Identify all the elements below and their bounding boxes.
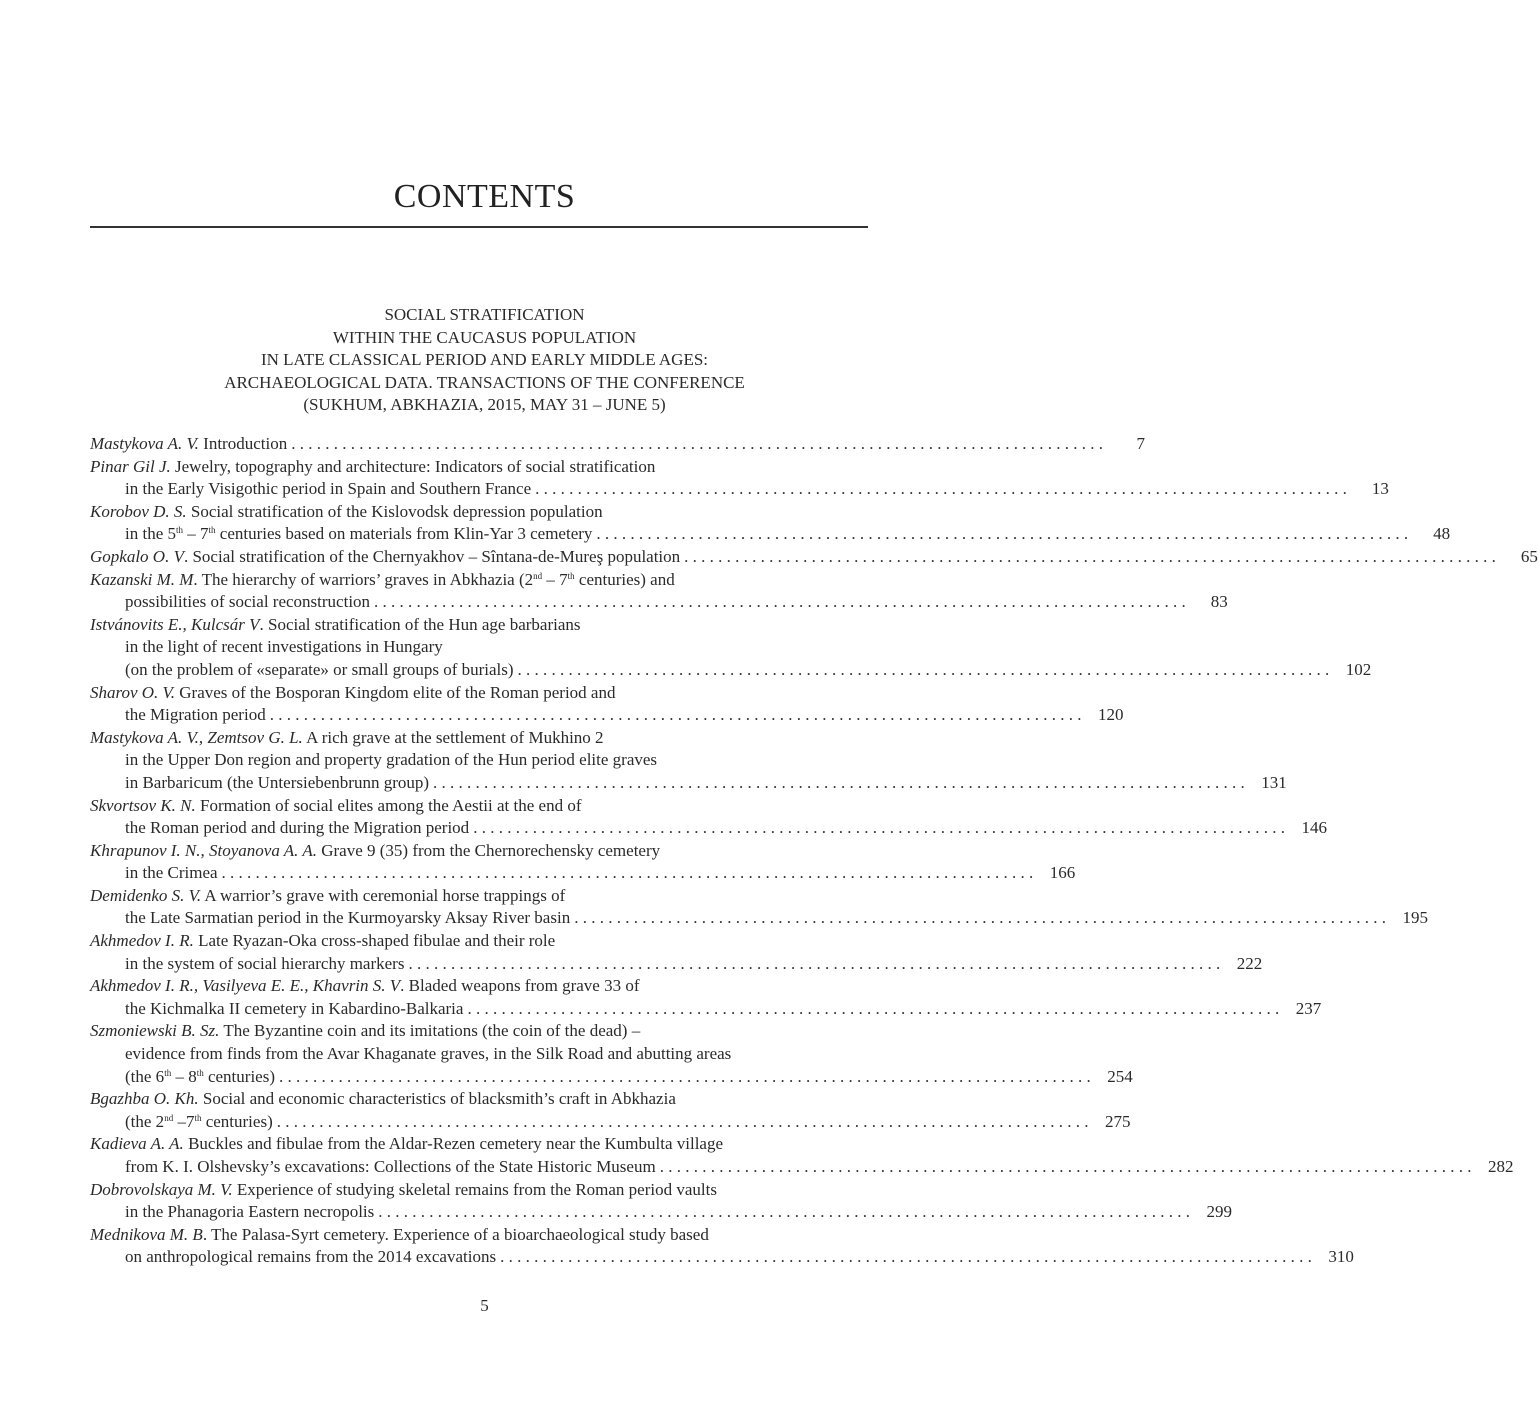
toc-title-text: A rich grave at the settlement of Mukhino 2: [302, 727, 604, 747]
toc-leader-dots: [222, 862, 1034, 885]
toc-leader-dots: [374, 591, 1186, 614]
toc-line: [90, 930, 868, 953]
toc-title-text: possibilities of social reconstruction: [125, 592, 371, 612]
toc-page-number: 120: [1097, 705, 1124, 725]
toc-page-number: 48: [1433, 524, 1451, 544]
section-heading: [0, 304, 969, 417]
toc-line-text: [90, 1133, 723, 1156]
toc-leader-dots: [574, 907, 1386, 930]
toc-line-text: [125, 749, 657, 772]
toc-line-text: [90, 975, 640, 998]
toc-title-text: the Migration period: [125, 705, 266, 725]
toc-line-text: [90, 433, 287, 456]
toc-line-text: [125, 998, 463, 1021]
toc-title-text: from K. I. Olshevsky’s excavations: Collections of the State Historic Museum: [125, 1157, 656, 1176]
toc-line-text: [125, 523, 592, 546]
toc-author: Szmoniewski B. Sz.: [90, 1021, 220, 1041]
toc-line: [90, 1111, 1131, 1134]
toc-page-number: 275: [1104, 1111, 1131, 1131]
toc-line: [90, 704, 1124, 727]
toc-line-text: [125, 907, 570, 930]
toc-line-text: [125, 704, 266, 727]
toc-title-text: evidence from finds from the Avar Khaganate graves, in the Silk Road and abutting areas: [125, 1044, 732, 1064]
toc-title-text: in Barbaricum (the Untersiebenbrunn group): [125, 772, 430, 792]
toc-author: Demidenko S. V.: [90, 885, 202, 905]
toc-leader-dots: [535, 478, 1347, 501]
title-rule: [90, 226, 868, 228]
toc-line: [90, 659, 1372, 682]
toc-line: [90, 817, 1327, 840]
toc-page-number: 7: [1136, 434, 1145, 453]
toc-line: [90, 433, 1145, 456]
toc-line: [90, 862, 1076, 885]
toc-leader-dots: [596, 523, 1408, 546]
toc-entry: [90, 885, 1428, 930]
toc-line-text: [90, 546, 680, 569]
toc-title-text: Formation of social elites among the Aestii at the end of: [195, 795, 582, 815]
toc-leader-dots: [500, 1246, 1312, 1269]
toc-leader-dots: [291, 433, 1103, 456]
toc-line-text: [125, 1156, 656, 1179]
toc-author: Akhmedov I. R.: [90, 931, 194, 951]
toc-leader-dots: [270, 704, 1082, 727]
toc-entry: [90, 727, 1287, 795]
toc-line: [90, 1066, 1133, 1089]
toc-title-text: . The hierarchy of warriors’ graves in Abkhazia (2nd – 7th centuries) and: [193, 569, 675, 589]
toc-line-text: [125, 817, 469, 840]
toc-line-text: [90, 727, 604, 750]
toc-author: Pinar Gil J.: [90, 456, 171, 476]
toc-title-text: Graves of the Bosporan Kingdom elite of the Roman period and: [175, 682, 616, 702]
toc-entry: [90, 840, 1076, 885]
toc-page-number: 237: [1295, 998, 1322, 1018]
toc-title-text: in the Phanagoria Eastern necropolis: [125, 1202, 375, 1222]
toc-author: Dobrovolskaya M. V.: [90, 1179, 233, 1199]
toc-title-text: . Bladed weapons from grave 33 of: [400, 976, 640, 996]
toc-page-number: 282: [1487, 1157, 1514, 1176]
toc-leader-dots: [660, 1156, 1472, 1179]
toc-line: [90, 953, 1263, 976]
toc-line-text: [125, 1111, 273, 1134]
toc-line: [90, 1201, 1233, 1224]
toc-entry: [90, 1020, 1133, 1088]
toc-line: [90, 569, 868, 592]
toc-title-text: Buckles and fibulae from the Aldar-Rezen cemetery near the Kumbulta village: [183, 1134, 724, 1154]
toc-line-text: [90, 1224, 709, 1247]
toc-line: [90, 998, 1322, 1021]
toc-leader-dots: [467, 998, 1279, 1021]
toc-author: Khrapunov I. N., Stoyanova A. A.: [90, 840, 317, 860]
toc-line: [90, 907, 1428, 930]
toc-title-text: in the 5th – 7th centuries based on materials from Klin-Yar 3 cemetery: [125, 524, 593, 544]
toc-entry: [90, 1133, 1514, 1178]
toc-entry: [90, 569, 1228, 614]
toc-line: [90, 885, 868, 908]
toc-title-text: in the Upper Don region and property gradation of the Hun period elite graves: [125, 750, 658, 770]
toc-author: Mastykova A. V., Zemtsov G. L.: [90, 727, 303, 747]
toc-entry: [90, 614, 1372, 682]
toc-entry: [90, 1224, 1354, 1269]
toc-leader-dots: [518, 659, 1330, 682]
section-heading-line: ARCHAEOLOGICAL DATA. TRANSACTIONS OF THE CONFERENCE: [224, 372, 745, 392]
section-heading-line: (SUKHUM, ABKHAZIA, 2015, MAY 31 – JUNE 5): [303, 395, 666, 415]
toc-line-text: [125, 478, 531, 501]
toc-line-text: [125, 953, 404, 976]
toc-line: [90, 682, 868, 705]
toc-line-text: [90, 614, 581, 637]
toc-title-text: on anthropological remains from the 2014 excavations: [125, 1247, 497, 1267]
toc-line: [90, 975, 868, 998]
toc-title-text: Experience of studying skeletal remains from the Roman period vaults: [232, 1179, 717, 1199]
toc-entry: [90, 1179, 1233, 1224]
toc-page-number: 102: [1345, 659, 1372, 679]
toc-title-text: Late Ryazan-Oka cross-shaped fibulae and their role: [193, 931, 556, 951]
toc-line: [90, 1179, 868, 1202]
toc-line-text: [90, 930, 555, 953]
toc-entry: [90, 682, 1124, 727]
toc-line-text: [125, 772, 429, 795]
toc-line-text: [125, 659, 514, 682]
toc-page-number: 65: [1520, 546, 1538, 566]
toc-line: [90, 749, 868, 772]
toc-line: [90, 546, 1538, 569]
toc-line: [90, 591, 1228, 614]
toc-author: Mastykova A. V.: [90, 434, 199, 453]
toc-title-text: the Late Sarmatian period in the Kurmoyarsky Aksay River basin: [125, 908, 571, 928]
toc-entry: [90, 795, 1327, 840]
toc-leader-dots: [279, 1066, 1091, 1089]
toc-entry: [90, 975, 1322, 1020]
toc-line-text: [90, 569, 675, 592]
toc-title-text: Jewelry, topography and architecture: Indicators of social stratification: [170, 456, 656, 476]
toc-title-text: in the system of social hierarchy markers: [125, 953, 405, 973]
toc-title-text: . Social stratification of the Chernyakhov – Sîntana-de-Mureş population: [183, 546, 681, 566]
toc-title-text: (the 6th – 8th centuries): [125, 1066, 275, 1086]
toc-author: Sharov O. V.: [90, 682, 175, 702]
toc-line-text: [90, 885, 565, 908]
toc-entry: [90, 930, 1263, 975]
toc-page-number: 83: [1210, 592, 1228, 612]
toc-page-number: 131: [1261, 772, 1287, 792]
toc-line-text: [90, 840, 660, 863]
toc-page-number: 222: [1236, 953, 1263, 973]
toc-title-text: The Byzantine coin and its imitations (the coin of the dead) –: [219, 1021, 641, 1041]
toc-leader-dots: [433, 772, 1245, 795]
toc-title-text: the Roman period and during the Migration period: [125, 818, 470, 838]
toc-title-text: in the light of recent investigations in Hungary: [125, 637, 443, 657]
toc-title-text: (on the problem of «separate» or small groups of burials): [125, 659, 514, 679]
toc-entry: [90, 546, 1538, 569]
toc-title-text: in the Early Visigothic period in Spain and Southern France: [125, 479, 532, 499]
toc-title-text: the Kichmalka II cemetery in Kabardino-Balkaria: [125, 998, 464, 1018]
toc-line-text: [125, 1066, 275, 1089]
toc-leader-dots: [684, 546, 1496, 569]
toc-line-text: [125, 636, 443, 659]
toc-line-text: [125, 862, 218, 885]
toc-entry: [90, 1088, 1131, 1133]
section-heading-line: WITHIN THE CAUCASUS POPULATION: [332, 327, 637, 347]
toc-line-text: [90, 795, 582, 818]
toc-entry: [90, 501, 1451, 546]
toc-line: [90, 478, 1389, 501]
page-number: 5: [480, 1296, 489, 1315]
section-heading-line: SOCIAL STRATIFICATION: [384, 305, 585, 324]
toc-line: [90, 501, 868, 524]
toc-line: [90, 1246, 1354, 1269]
toc-line: [90, 840, 868, 863]
toc-author: Korobov D. S.: [90, 501, 187, 521]
toc-leader-dots: [277, 1111, 1089, 1134]
toc-line: [90, 1224, 868, 1247]
toc-line-text: [125, 591, 370, 614]
toc-line-text: [125, 1246, 496, 1269]
toc-line: [90, 1088, 868, 1111]
toc-author: Kadieva A. A.: [90, 1134, 184, 1154]
toc-page-number: 195: [1402, 908, 1428, 928]
toc-author: Skvortsov K. N.: [90, 795, 196, 815]
toc-line: [90, 1020, 868, 1043]
toc-title-text: A warrior’s grave with ceremonial horse trappings of: [201, 885, 566, 905]
toc-title-text: Social and economic characteristics of blacksmith’s craft in Abkhazia: [198, 1089, 676, 1109]
toc-entry: [90, 433, 1145, 456]
toc-page-number: 254: [1107, 1066, 1133, 1086]
toc-title-text: Grave 9 (35) from the Chernorechensky cemetery: [316, 840, 661, 860]
toc-author: Akhmedov I. R., Vasilyeva E. E., Khavrin S. V: [90, 976, 401, 996]
toc-page-number: 310: [1328, 1247, 1354, 1267]
toc-title-text: Social stratification of the Kislovodsk depression population: [186, 501, 603, 521]
toc-page-number: 166: [1049, 863, 1076, 883]
toc-leader-dots: [473, 817, 1285, 840]
toc-line-text: [90, 682, 615, 705]
toc-title-text: (the 2nd –7th centuries): [125, 1111, 273, 1131]
toc-line: [90, 1156, 1514, 1179]
toc-line: [90, 1043, 868, 1066]
section-heading-line: IN LATE CLASSICAL PERIOD AND EARLY MIDDLE AGES:: [260, 350, 709, 370]
toc-title-text: . The Palasa-Syrt cemetery. Experience of a bioarchaeological study based: [202, 1224, 709, 1244]
toc-line-text: [90, 456, 655, 479]
toc-line: [90, 614, 868, 637]
page-title: CONTENTS: [393, 178, 576, 215]
toc-line-text: [90, 1088, 676, 1111]
toc-line-text: [90, 501, 603, 524]
toc-line-text: [90, 1179, 717, 1202]
toc-entry: [90, 456, 1389, 501]
toc-page-number: 13: [1371, 479, 1389, 499]
toc-line-text: [125, 1201, 374, 1224]
toc-author: Bgazhba O. Kh.: [90, 1089, 199, 1109]
toc-line: [90, 523, 1451, 546]
toc-title-text: . Social stratification of the Hun age barbarians: [259, 614, 581, 634]
toc-line: [90, 636, 868, 659]
toc-line-text: [90, 1020, 640, 1043]
toc-page-number: 146: [1301, 818, 1327, 838]
toc-title-text: in the Crimea: [125, 863, 218, 883]
toc-line-text: [125, 1043, 731, 1066]
toc-line: [90, 795, 868, 818]
toc-line: [90, 456, 868, 479]
toc-leader-dots: [408, 953, 1220, 976]
toc-author: Istvánovits E., Kulcsár V: [90, 614, 260, 634]
toc-line: [90, 727, 868, 750]
toc-author: Kazanski M. M: [90, 569, 194, 589]
toc-line: [90, 772, 1287, 795]
toc-title-text: Introduction: [198, 434, 288, 453]
table-of-contents: [90, 433, 1538, 1269]
toc-page-number: 299: [1206, 1202, 1233, 1222]
toc-line: [90, 1133, 868, 1156]
toc-author: Gopkalo O. V: [90, 546, 184, 566]
toc-leader-dots: [378, 1201, 1190, 1224]
toc-author: Mednikova M. B: [90, 1224, 203, 1244]
